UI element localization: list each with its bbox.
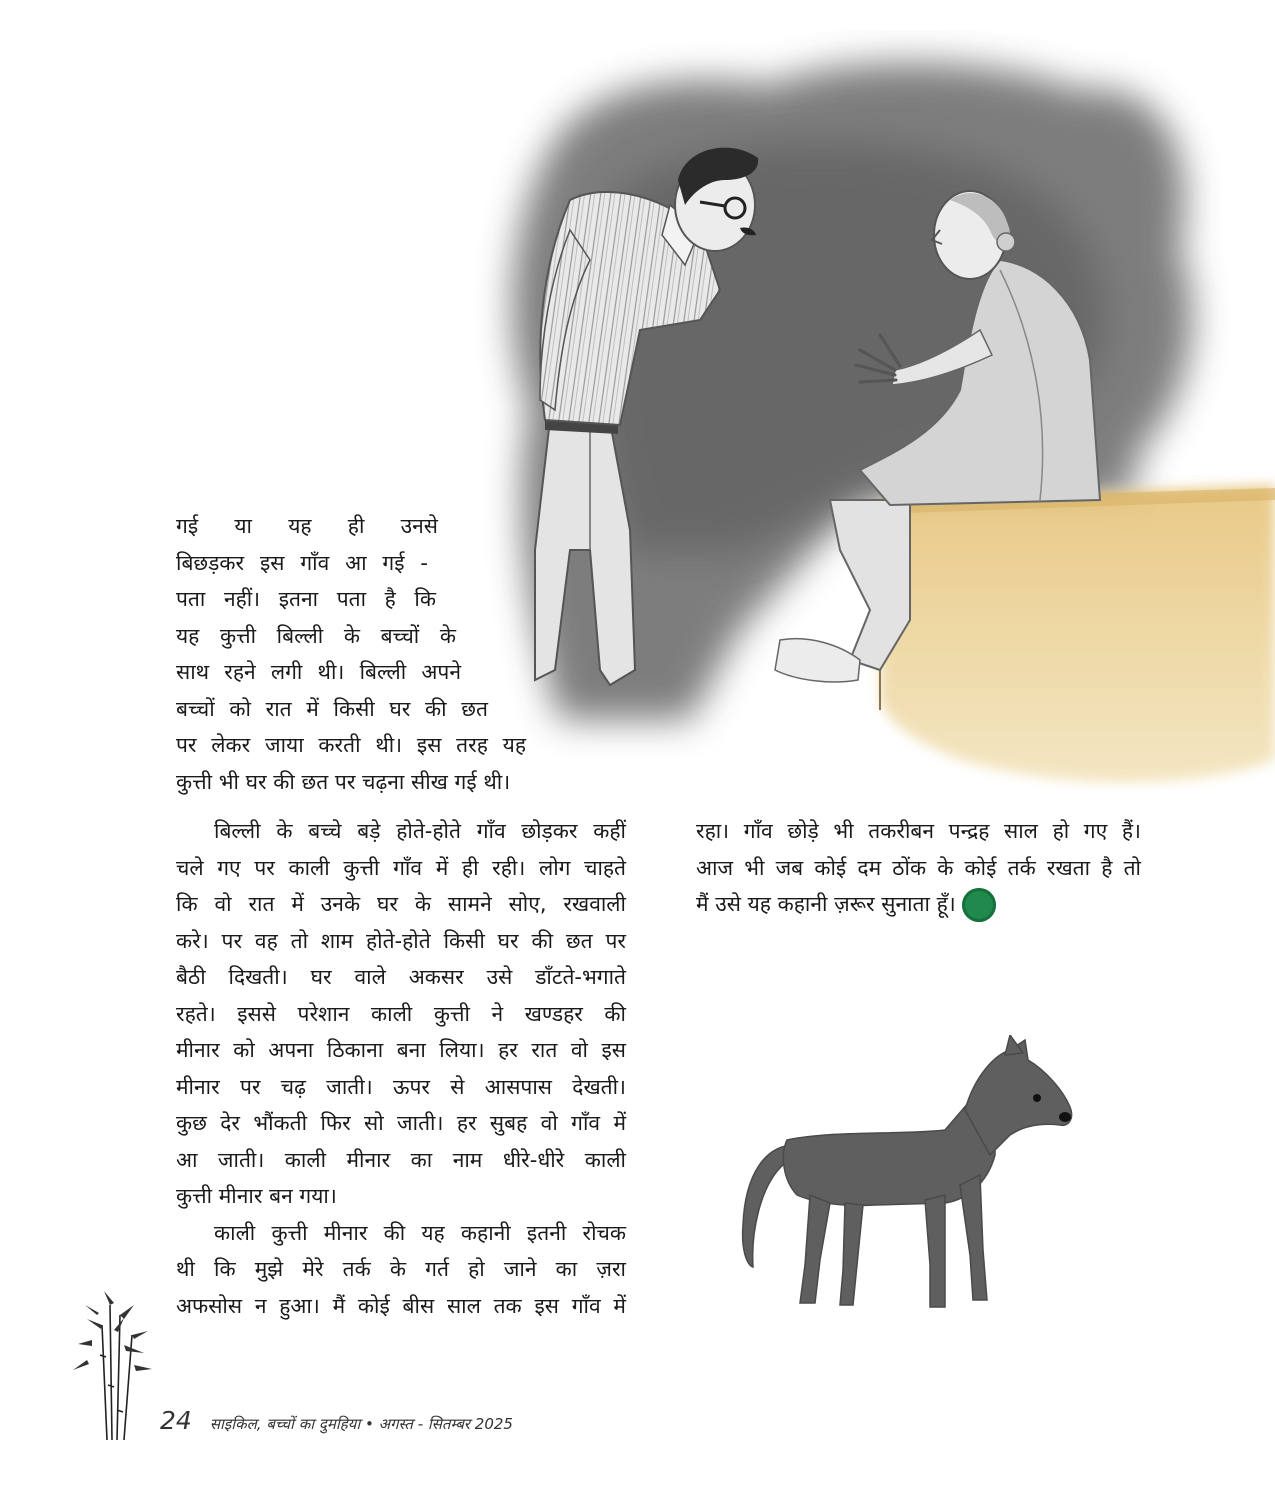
text-line: यह कुत्ती बिल्ली के बच्चों के	[176, 623, 456, 648]
text-line: आ जाती। काली मीनार का नाम धीरे-धीरे काली	[176, 1147, 626, 1172]
text-line: मीनार को अपना ठिकाना बना लिया। हर रात वो इस	[176, 1038, 626, 1062]
text-line: कि वो रात में उनके घर के सामने सोए, रखवाली	[176, 892, 626, 916]
text-line: बिछड़कर इस गाँव आ गई -	[176, 550, 428, 575]
text-line: करे। पर वह तो शाम होते-होते किसी घर की छत पर	[176, 928, 626, 953]
page-number: 24	[160, 1406, 192, 1435]
text-line: कुछ देर भौंकती फिर सो जाती। हर सुबह वो गाँव में	[176, 1111, 626, 1135]
text-line	[696, 886, 1141, 923]
text-line: आज भी जब कोई दम ठोंक के कोई तर्क रखता है तो	[696, 855, 1141, 880]
illustration-black-dog	[725, 1035, 1095, 1325]
text-line: साथ रहने लगी थी। बिल्ली अपने	[176, 660, 461, 684]
text-line: बच्चों को रात में किसी घर की छत	[176, 696, 488, 721]
intro-paragraph	[176, 508, 526, 800]
text-line: मीनार पर चढ़ जाती। ऊपर से आसपास देखती।	[176, 1074, 626, 1099]
text-line: काली कुत्ती मीनार की यह कहानी इतनी रोचक	[214, 1220, 626, 1245]
story-end-mark-icon	[962, 888, 996, 922]
text-line: रहा। गाँव छोड़े भी तकरीबन पन्द्रह साल हो गए हैं।	[696, 819, 1141, 843]
closing-line-text: मैं उसे यह कहानी ज़रूर सुनाता हूँ।	[696, 892, 956, 916]
text-line: कुत्ती भी घर की छत पर चढ़ना सीख गई थी।	[176, 769, 511, 794]
text-line: चले गए पर काली कुत्ती गाँव में ही रही। लोग चाहते	[176, 855, 626, 880]
text-line: अफसोस न हुआ। मैं कोई बीस साल तक इस गाँव में	[176, 1293, 626, 1318]
closing-paragraph	[696, 813, 1141, 923]
text-line: बैठी दिखती। घर वाले अकसर उसे डाँटते-भगाते	[176, 965, 626, 989]
illustration-man-and-old-woman	[440, 30, 1275, 800]
publication-info: साइकिल, बच्चों का दुमहिया • अगस्त - सितम्बर 2025	[209, 1415, 513, 1433]
text-line: पर लेकर जाया करती थी। इस तरह यह	[176, 733, 526, 757]
text-line: पता नहीं। इतना पता है कि	[176, 587, 436, 611]
main-paragraphs	[176, 813, 626, 1324]
bamboo-sketch-icon	[62, 1285, 162, 1445]
text-line: बिल्ली के बच्चे बड़े होते-होते गाँव छोड़कर कहीं	[214, 819, 626, 843]
text-line: कुत्ती मीनार बन गया।	[176, 1184, 337, 1208]
text-line: रहते। इससे परेशान काली कुत्ती ने खण्डहर की	[176, 1001, 626, 1026]
page-footer	[160, 1406, 513, 1442]
text-line: गई या यह ही उनसे	[176, 514, 438, 538]
text-line: थी कि मुझे मेरे तर्क के गर्त हो जाने का ज़रा	[176, 1257, 626, 1281]
